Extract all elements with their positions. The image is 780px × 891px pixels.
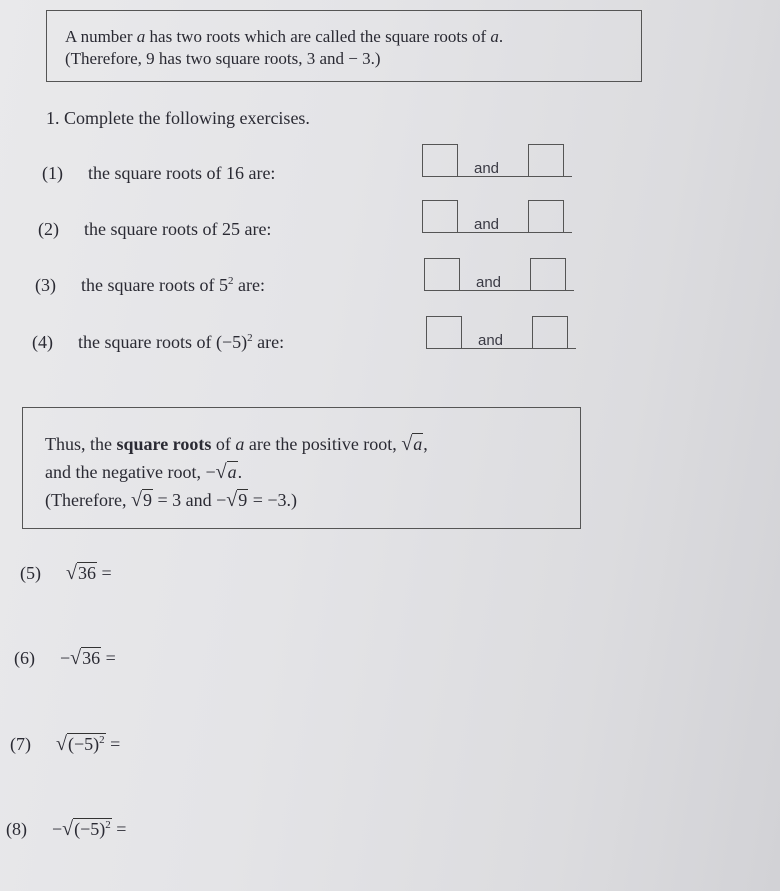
radicand: 9: [142, 490, 152, 510]
answer-box[interactable]: [426, 316, 462, 348]
exercise-label: (1): [42, 163, 63, 183]
problem-suffix: =: [101, 648, 116, 668]
answer-box[interactable]: [422, 144, 458, 176]
radicand-base: (−5): [74, 819, 106, 839]
answer-box[interactable]: [528, 200, 564, 232]
summary-text: and the negative root, −: [45, 462, 216, 482]
exercise-label: (4): [32, 332, 53, 352]
exercise-text: the square roots of (−5): [78, 332, 248, 352]
exercise-text: the square roots of 5: [81, 275, 228, 295]
summary-text: .: [237, 462, 243, 482]
problem-label: (7): [10, 734, 31, 754]
radical-sign: √: [130, 489, 142, 511]
summary-text: = 3 and −: [152, 490, 227, 510]
variable-a: a: [490, 27, 499, 46]
radical-sign: √: [62, 818, 74, 840]
radicand: [67, 733, 106, 754]
problem-6: [14, 647, 116, 670]
exponent: 2: [247, 332, 253, 344]
exercise-text: the square roots of 16 are:: [88, 163, 276, 183]
exercise-4: [32, 332, 284, 353]
exercise-label: (3): [35, 275, 56, 295]
problem-7: [10, 733, 120, 756]
answer-box[interactable]: [422, 200, 458, 232]
summary-text: of: [211, 434, 236, 454]
intro-text: A number: [65, 27, 137, 46]
intro-text: has two roots which are called the square roots of: [145, 27, 491, 46]
radical-sign: √: [215, 461, 227, 483]
sqrt-9: [131, 486, 153, 514]
variable-a: a: [235, 434, 245, 454]
exercise-2: [38, 219, 271, 240]
radicand: a: [227, 462, 237, 482]
summary-text: are the positive root,: [244, 434, 402, 454]
answer-box[interactable]: [424, 258, 460, 290]
bold-term: square roots: [116, 434, 212, 454]
radicand: a: [413, 434, 423, 454]
exercise-text: are:: [252, 332, 285, 352]
problem-label: (8): [6, 819, 27, 839]
exponent: 2: [105, 819, 111, 831]
intro-box: [46, 10, 642, 82]
summary-text: ,: [423, 434, 428, 454]
exponent: 2: [99, 734, 105, 746]
summary-text: = −3.): [248, 490, 298, 510]
problem-suffix: =: [111, 819, 127, 839]
answer-box[interactable]: [528, 144, 564, 176]
answer-box[interactable]: [530, 258, 566, 290]
and-label: and: [474, 160, 500, 177]
exponent: 2: [227, 275, 234, 287]
problem-prefix: −: [52, 819, 63, 839]
summary-text: Thus, the: [45, 434, 117, 454]
exercise-label: (2): [38, 219, 59, 239]
problem-label: (6): [14, 648, 35, 668]
summary-line-3: [45, 486, 580, 514]
section-title: 1. Complete the following exercises.: [46, 108, 310, 128]
variable-a: a: [136, 27, 146, 46]
radicand: 9: [238, 490, 248, 510]
exercise-1: [42, 163, 275, 184]
radical-sign: √: [56, 733, 67, 755]
and-label: and: [474, 216, 500, 233]
problem-8: [6, 818, 126, 841]
sqrt-a: [216, 458, 238, 486]
summary-box: [22, 407, 581, 529]
problem-5: [20, 562, 112, 585]
problem-suffix: =: [96, 563, 112, 583]
radicand-base: (−5): [67, 734, 100, 754]
answer-row-2: [422, 192, 572, 233]
radical-sign: √: [70, 647, 82, 669]
summary-text: (Therefore,: [45, 490, 131, 510]
sqrt-9: [226, 486, 248, 514]
answer-row-4: [426, 308, 576, 349]
and-label: and: [476, 274, 502, 291]
answer-row-3: [424, 250, 574, 291]
sqrt-expression: [62, 818, 112, 841]
radical-sign: √: [226, 489, 238, 511]
radical-sign: √: [401, 433, 413, 455]
radicand: 36: [77, 563, 96, 583]
exercise-text: the square roots of 25 are:: [84, 219, 272, 239]
exercise-3: [35, 275, 265, 296]
radical-sign: √: [66, 562, 77, 584]
exercise-text: are:: [233, 275, 265, 295]
problem-label: (5): [20, 563, 41, 583]
intro-text: .: [498, 27, 504, 46]
radicand: 36: [82, 648, 101, 668]
radicand: [73, 818, 112, 839]
and-label: and: [478, 332, 504, 349]
answer-box[interactable]: [532, 316, 568, 348]
sqrt-a: [401, 430, 423, 458]
summary-line-1: [45, 430, 580, 458]
summary-line-2: [45, 458, 580, 486]
answer-row-1: [422, 136, 572, 177]
intro-line-2: (Therefore, 9 has two square roots, 3 and − 3.): [65, 49, 381, 68]
sqrt-expression: [70, 647, 101, 670]
problem-prefix: −: [60, 648, 71, 668]
sqrt-expression: [66, 562, 97, 585]
sqrt-expression: [56, 733, 106, 756]
intro-line-1: [65, 26, 641, 48]
problem-suffix: =: [105, 734, 121, 754]
